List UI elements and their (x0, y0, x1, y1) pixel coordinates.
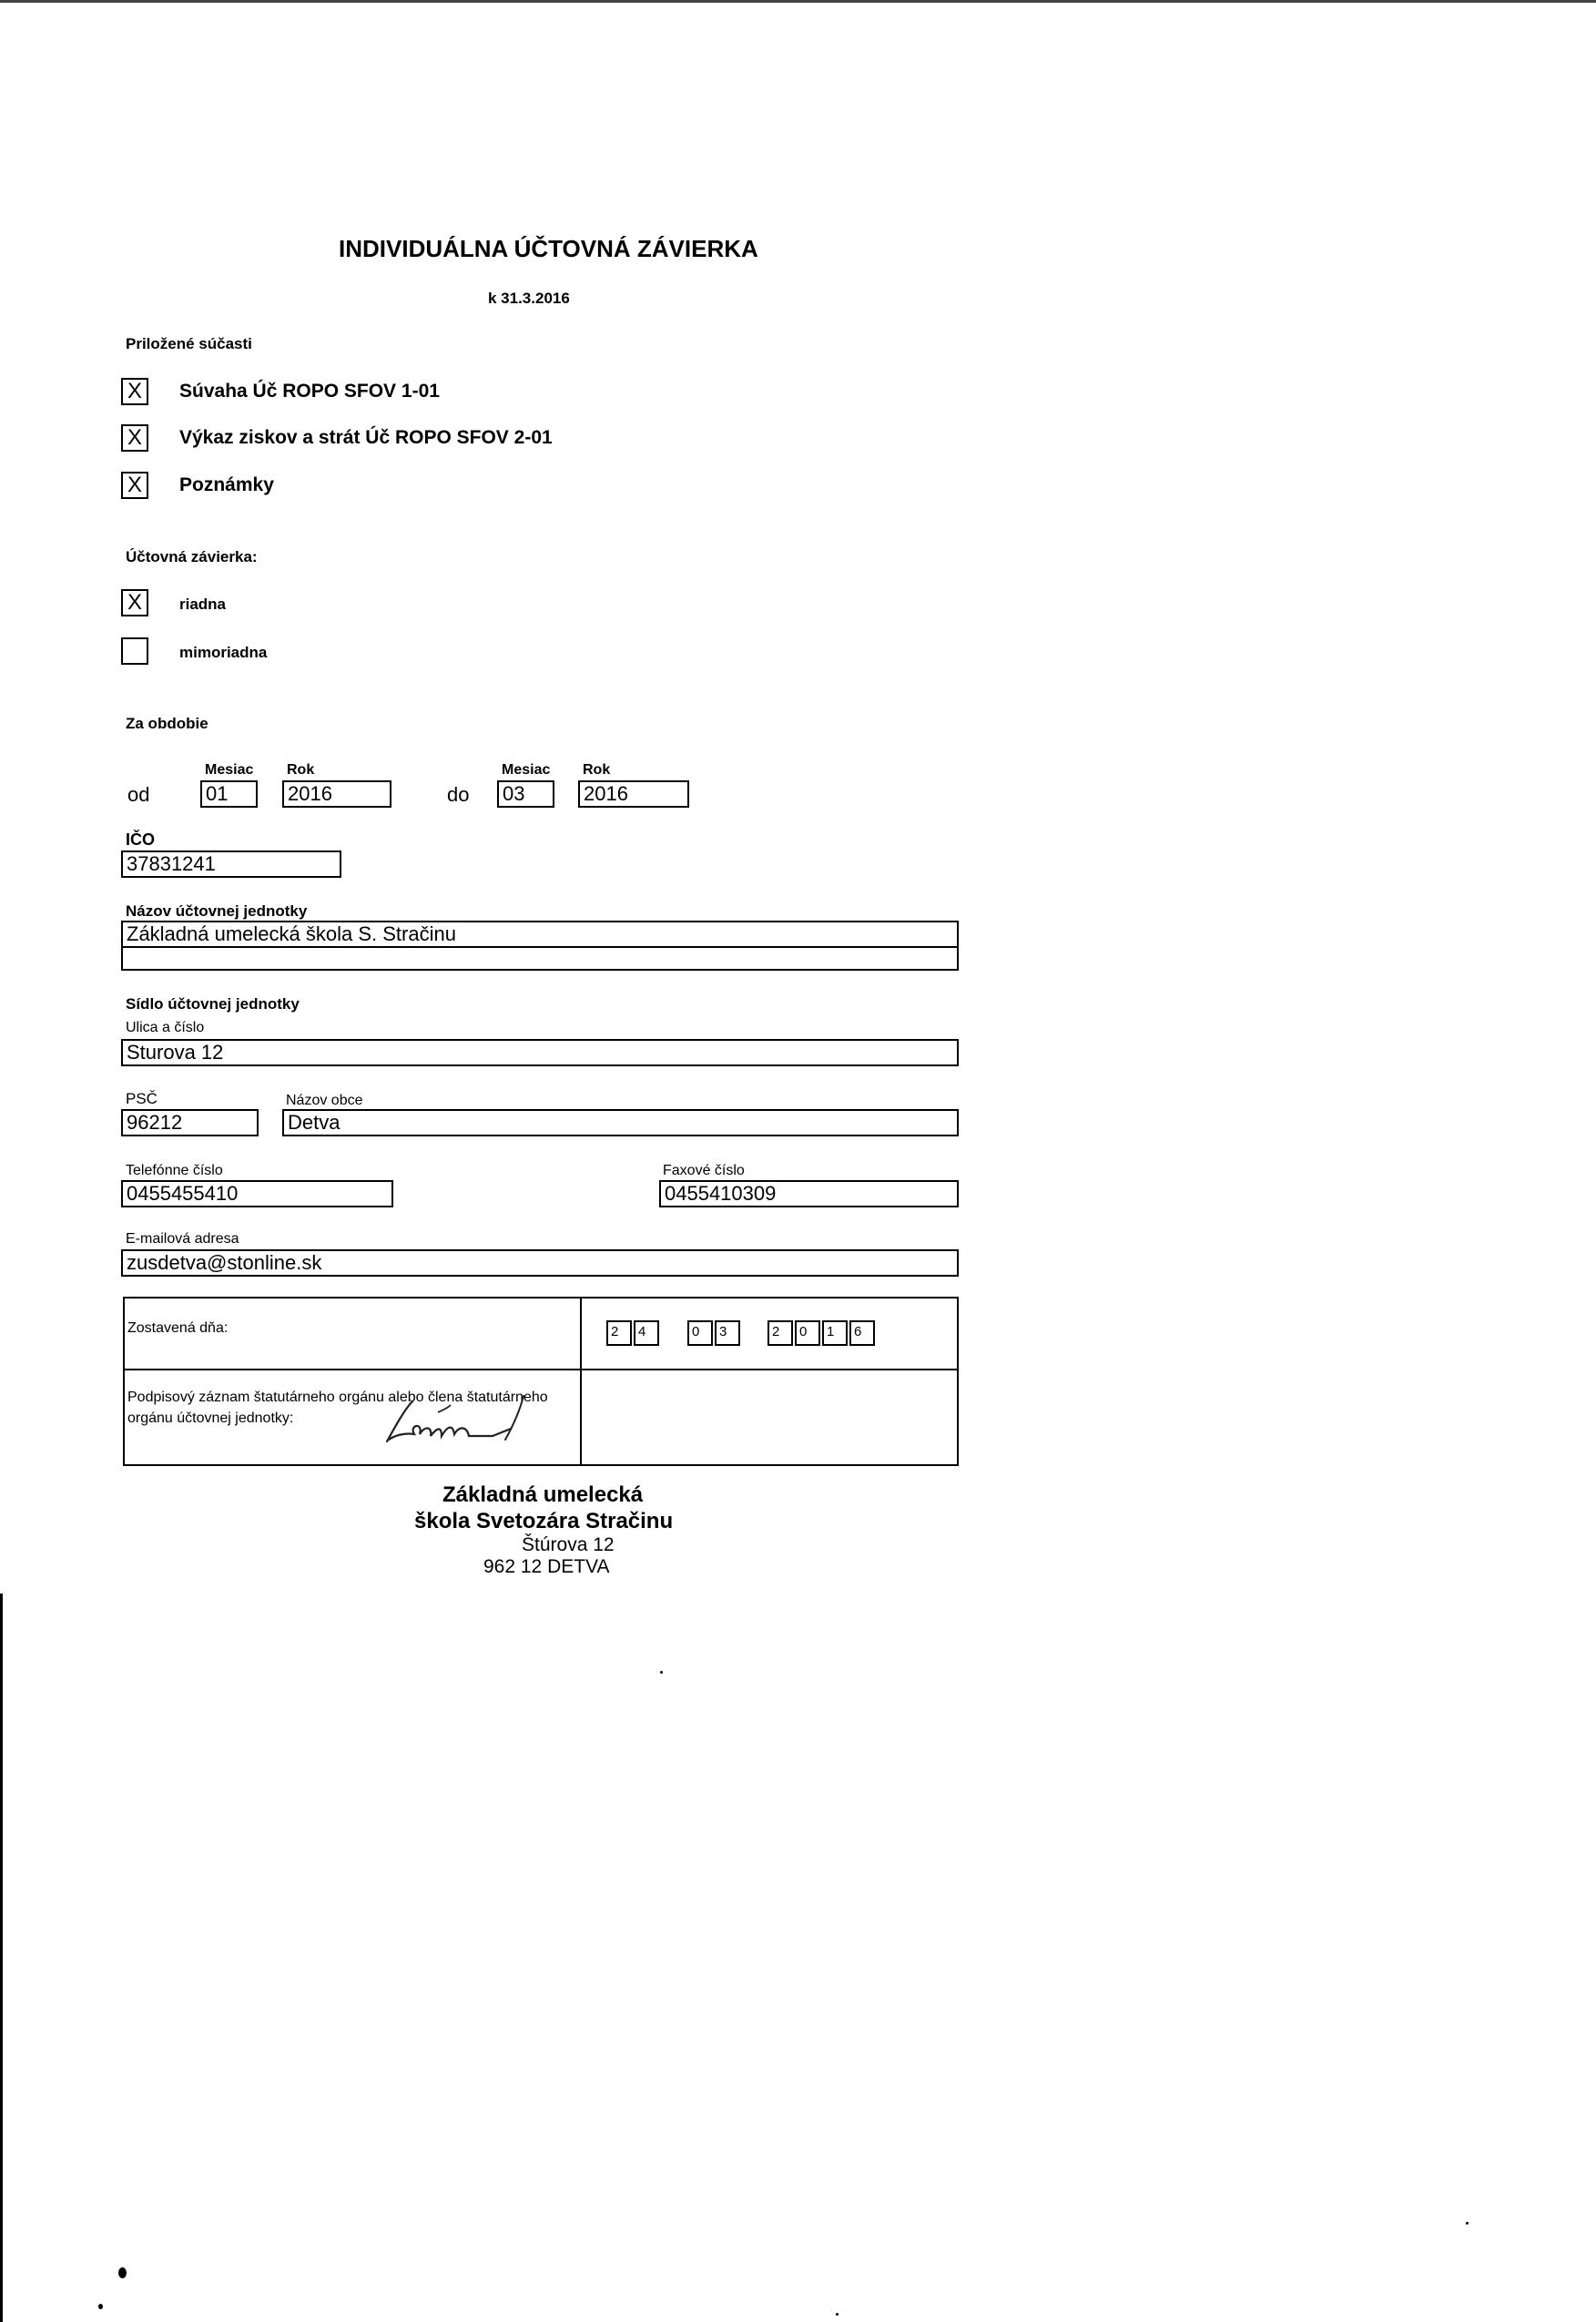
top-scan-edge (0, 0, 1596, 3)
psc-label: PSČ (126, 1090, 158, 1107)
date-line: k 31.3.2016 (488, 290, 570, 307)
period-to-year-header: Rok (583, 762, 611, 778)
period-from-month-field[interactable]: 01 (200, 780, 258, 808)
compiled-day-digit-2[interactable]: 4 (634, 1320, 659, 1346)
seat-section-label: Sídlo účtovnej jednotky (126, 995, 300, 1013)
scan-speck (660, 1671, 663, 1674)
fax-field[interactable]: 0455410309 (659, 1180, 959, 1207)
compiled-month-digit-1[interactable]: 0 (687, 1320, 713, 1346)
attachment-label-notes: Poznámky (179, 474, 274, 495)
compiled-day-digit-1[interactable]: 2 (606, 1320, 632, 1346)
period-label: Za obdobie (126, 715, 208, 732)
closing-type-label: Účtovná závierka: (126, 548, 258, 565)
page-title: INDIVIDUÁLNA ÚČTOVNÁ ZÁVIERKA (339, 235, 758, 262)
compiled-month-digit-2[interactable]: 3 (715, 1320, 740, 1346)
compiled-year-digit-3[interactable]: 1 (822, 1320, 848, 1346)
attachment-label-pl: Výkaz ziskov a strát Úč ROPO SFOV 2-01 (179, 427, 553, 448)
entity-name-line2[interactable] (121, 946, 959, 971)
email-field[interactable]: zusdetva@stonline.sk (121, 1249, 959, 1277)
compiled-year-digit-1[interactable]: 2 (768, 1320, 793, 1346)
entity-name-line1[interactable]: Základná umelecká škola S. Stračinu (121, 921, 959, 948)
scan-speck (98, 2304, 103, 2309)
table-horizontal-divider (123, 1369, 959, 1370)
compiled-year-digit-2[interactable]: 0 (795, 1320, 820, 1346)
phone-field[interactable]: 0455455410 (121, 1180, 393, 1207)
period-from-year-field[interactable]: 2016 (282, 780, 391, 808)
scan-speck (118, 2267, 127, 2278)
city-label: Názov obce (286, 1093, 363, 1108)
attachment-label-balance: Súvaha Úč ROPO SFOV 1-01 (179, 381, 440, 402)
fax-label: Faxové číslo (663, 1163, 745, 1178)
period-from-month-header: Mesiac (205, 762, 254, 778)
stamp-line-2: škola Svetozára Stračinu (414, 1509, 674, 1533)
table-vertical-divider (580, 1297, 582, 1466)
scan-speck (836, 2313, 839, 2316)
closing-type-checkbox-extraordinary[interactable] (121, 637, 148, 665)
period-from-label: od (127, 783, 150, 806)
street-field[interactable]: Sturova 12 (121, 1039, 959, 1066)
signature-label-line1: Podpisový záznam štatutárneho orgánu alebo člena štatutárneho (127, 1390, 548, 1405)
street-label: Ulica a číslo (126, 1020, 205, 1035)
entity-name-label: Názov účtovnej jednotky (126, 902, 308, 920)
stamp-line-3: Štúrova 12 (522, 1534, 615, 1555)
compiled-year-digit-4[interactable]: 6 (849, 1320, 875, 1346)
scan-speck (1466, 2222, 1469, 2225)
stamp-line-4: 962 12 DETVA (483, 1556, 610, 1577)
stamp-line-1: Základná umelecká (442, 1482, 644, 1507)
attachment-checkbox-balance[interactable]: X (121, 378, 148, 405)
signature-label-line2: orgánu účtovnej jednotky: (127, 1411, 294, 1426)
attachment-checkbox-pl[interactable]: X (121, 424, 148, 452)
ico-field[interactable]: 37831241 (121, 850, 341, 878)
compiled-date-label: Zostavená dňa: (127, 1320, 229, 1336)
phone-label: Telefónne číslo (126, 1163, 223, 1178)
handwritten-signature (378, 1389, 560, 1452)
ico-label: IČO (126, 830, 156, 849)
period-to-label: do (447, 783, 470, 806)
period-to-month-field[interactable]: 03 (497, 780, 554, 808)
city-field[interactable]: Detva (282, 1109, 959, 1136)
attachments-label: Priložené súčasti (126, 335, 252, 352)
period-from-year-header: Rok (287, 762, 315, 778)
closing-type-label-regular: riadna (179, 596, 227, 613)
closing-type-checkbox-regular[interactable]: X (121, 589, 148, 616)
email-label: E-mailová adresa (126, 1231, 239, 1247)
psc-field[interactable]: 96212 (121, 1109, 259, 1136)
period-to-year-field[interactable]: 2016 (578, 780, 689, 808)
closing-type-label-extraordinary: mimoriadna (179, 644, 268, 661)
period-to-month-header: Mesiac (502, 762, 551, 778)
left-scan-edge (0, 1594, 3, 2322)
attachment-checkbox-notes[interactable]: X (121, 472, 148, 499)
